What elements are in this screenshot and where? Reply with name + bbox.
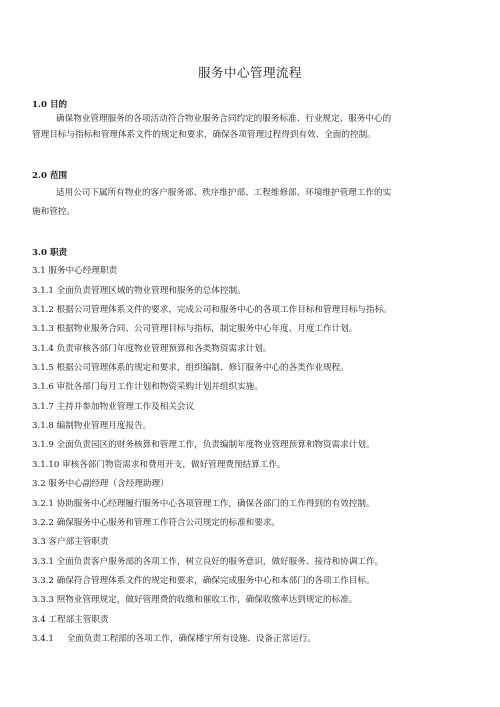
list-item: 3.2.2 确保服务中心服务和管理工作符合公司规定的标准和要求。 [32,518,281,528]
paragraph-line: 确保物业管理服务的各项活动符合物业服务合同约定的服务标准、行业规定、服务中心的 [56,114,392,124]
list-item: 3.3 客户部主管职责 [32,537,109,547]
list-item: 3.1.7 主持并参加物业管理工作及相关会议 [32,402,195,412]
section-heading-purpose: 1.0 目的 [32,100,68,110]
paragraph-line: 施和管控。 [32,207,75,217]
list-item: 3.4 工程部主管职责 [32,615,109,625]
list-item: 3.1.1 全面负责管理区域的物业管理和服务的总体控制。 [32,286,246,296]
list-item: 3.3.1 全面负责客户服务部的各项工作，树立良好的服务意识，做好服务、接待和协调工作。 [32,557,384,567]
paragraph-line: 管理目标与指标和管理体系文件的规定和要求，确保各项管理过程得到有效、全面的控制。 [32,130,376,140]
list-item-text: 全面负责工程部的各项工作，确保楼宇所有设施、设备正常运行。 [66,634,316,644]
list-item: 3.1.3 根据物业服务合同、公司管理目标与指标，制定服务中心年度、月度工作计划。 [32,324,358,334]
list-item: 3.1.8 编制物业管理月度报告。 [32,421,152,431]
list-item: 3.1.9 全面负责园区的财务核算和管理工作，负责编制年度物业管理预算和物资需求计划。 [32,440,375,450]
list-item: 3.2.1 协助服务中心经理履行服务中心各项管理工作，确保各部门的工作得到的有效控制。 [32,499,375,509]
list-item: 3.3.2 确保符合管理体系文件的规定和要求，确保完成服务中心和本部门的各项工作目标。 [32,576,375,586]
list-item: 3.1 服务中心经理职责 [32,266,118,276]
document-title: 服务中心管理流程 [197,65,302,80]
section-heading-scope: 2.0 范围 [32,171,68,181]
section-heading-duties: 3.0 职责 [32,248,68,258]
list-item: 3.1.5 根据公司管理体系的规定和要求，组织编制、修订服务中心的各类作业规程。 [32,363,349,373]
list-item: 3.3.3 照物业管理规定，做好管理费的收缴和催收工作，确保收缴率达到规定的标准。 [32,595,358,605]
list-item: 3.1.4 负责审核各部门年度物业管理预算和各类物资需求计划。 [32,344,272,354]
paragraph-line: 适用公司下属所有物业的客户服务部、秩序维护部、工程维修部、环境维护管理工作的实 [56,188,392,198]
list-item: 3.1.2 根据公司管理体系文件的要求，完成公司和服务中心的各项工作目标和管理目标与指标。 [32,305,392,315]
list-item-number: 3.4.1 [32,634,54,644]
list-item: 3.1.10 审核各部门物资需求和费用开支，做好管理费预结算工作。 [32,460,286,470]
list-item [32,633,472,645]
list-item: 3.1.6 审批各部门每月工作计划和物资采购计划并组织实施。 [32,382,263,392]
list-item: 3.2 服务中心副经理（含经理助理） [32,479,169,489]
